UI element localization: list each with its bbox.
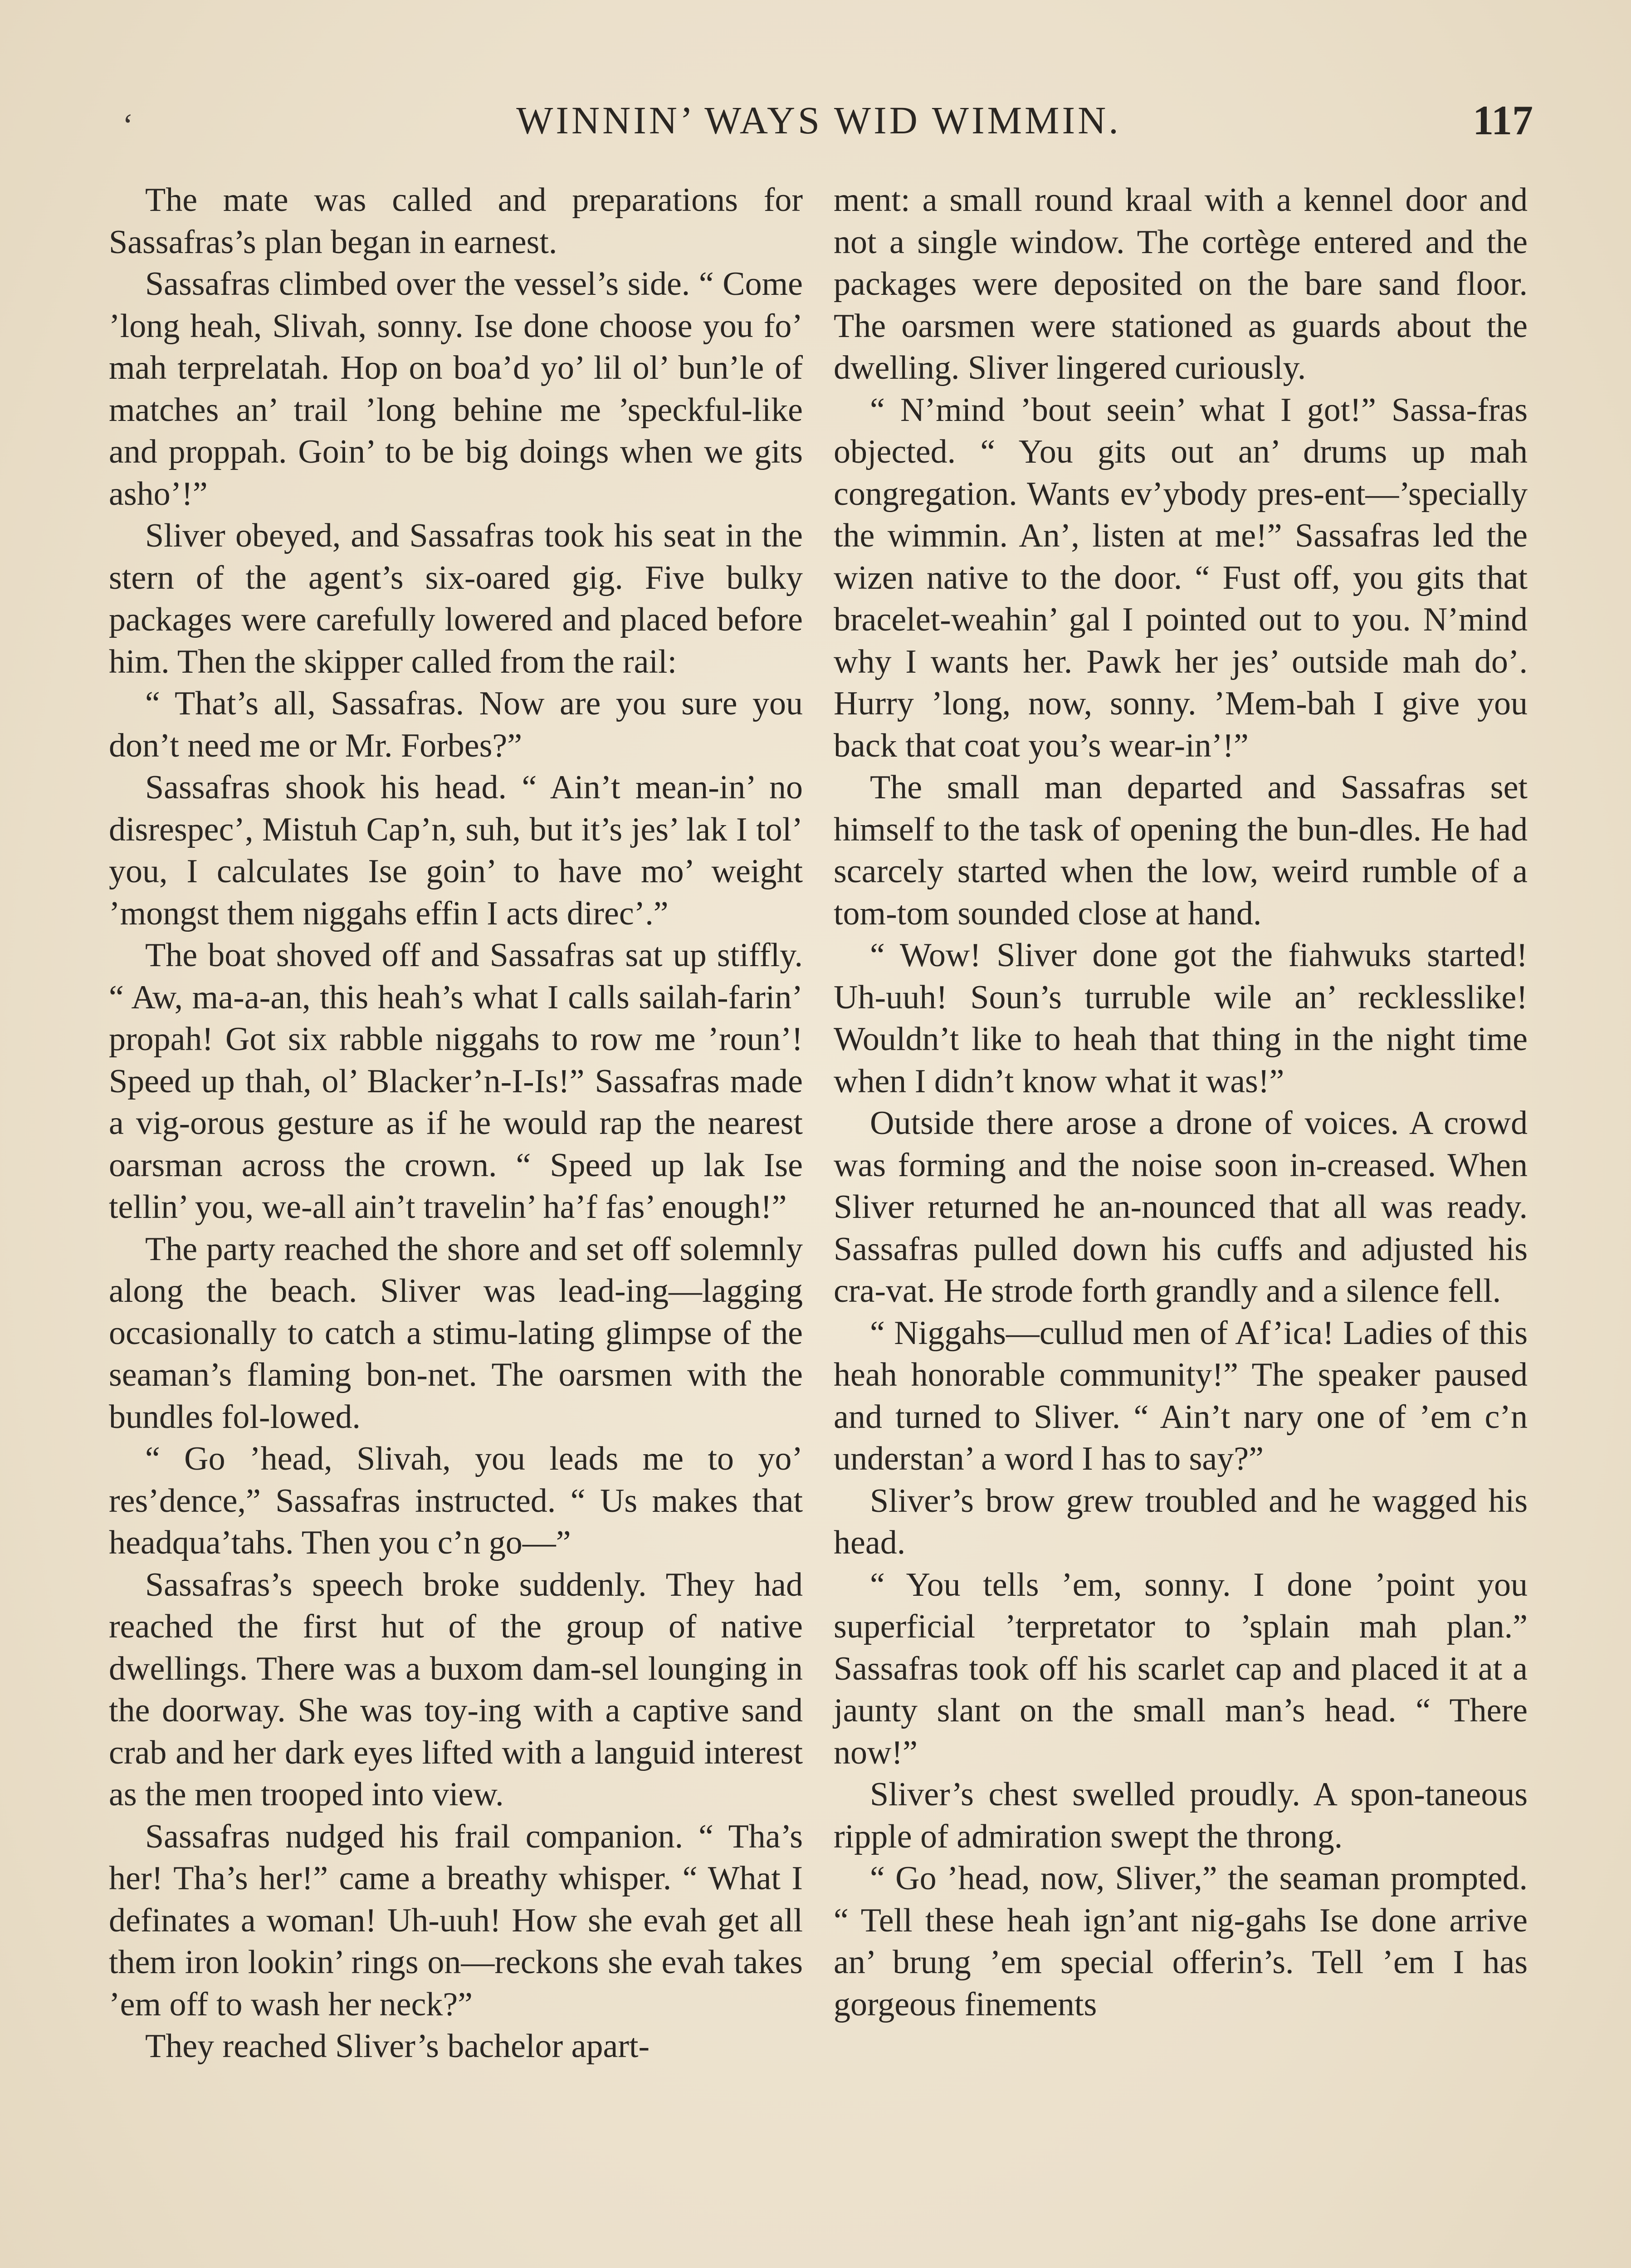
paragraph: “ You tells ’em, sonny. I done ’point you superficial ’terpretator to ’splain mah plan.” Sassafras took off his scarlet cap and placed it at a jaunty slant on the small man’s head. “ There now!” [834, 1566, 1528, 1771]
paragraph: Sassafras nudged his frail companion. “ Tha’s her! Tha’s her!” came a breathy whisper. “ What I definates a woman! Uh-uuh! How she evah get all them iron lookin’ rings on—reckons she evah takes ’em off to wash her neck?” [109, 1818, 803, 2023]
paragraph: “ Go ’head, now, Sliver,” the seaman prompted. “ Tell these heah ign’ant nig-gahs Ise done arrive an’ brung ’em special offerin’s. Tell ’em I has gorgeous finements [834, 1860, 1528, 2023]
paragraph: Sliver’s chest swelled proudly. A spon-taneous ripple of admiration swept the throng. [834, 1776, 1528, 1855]
paragraph-continued: ment: a small round kraal with a kennel door and not a single window. The cortège entered and the packages were deposited on the bare sand floor. The oarsmen were stationed as guards about the dwelling. Sliver lingered curiously. [834, 181, 1528, 386]
left-text-column [109, 179, 803, 2068]
paragraph: Sliver obeyed, and Sassafras took his seat in the stern of the agent’s six-oared gig. Five bulky packages were carefully lowered and placed before him. Then the skipper called from the rail: [109, 517, 803, 680]
paragraph: The party reached the shore and set off solemnly along the beach. Sliver was lead-ing—lagging occasionally to catch a stimu-lating glimpse of the seaman’s flaming bon-net. The oarsmen with the bundles fol-lowed. [109, 1230, 803, 1436]
paragraph: “ N’mind ’bout seein’ what I got!” Sassa-fras objected. “ You gits out an’ drums up mah congregation. Wants ev’ybody pres-ent—’specially the wimmin. An’, listen at me!” Sassafras led the wizen native to the door. “ Fust off, you gits that bracelet-weahin’ gal I pointed out to you. N’mind why I wants her. Pawk her jes’ outside mah do’. Hurry ’long, now, sonny. ’Mem-bah I give you back that coat you’s wear-in’!” [834, 391, 1528, 764]
running-title: WINNIN’ WAYS WID WIMMIN. [516, 98, 1121, 142]
paragraph: Sassafras shook his head. “ Ain’t mean-in’ no disrespec’, Mistuh Cap’n, suh, but it’s jes’ lak I tol’ you, I calculates Ise goin’ to have mo’ weight ’mongst them niggahs effin I acts direc’.” [109, 769, 803, 932]
paragraph: The boat shoved off and Sassafras sat up stiffly. “ Aw, ma-a-an, this heah’s what I calls sailah-farin’ propah! Got six rabble niggahs to row me ’roun’! Speed up thah, ol’ Blacker’n-I-Is!” Sassafras made a vig-orous gesture as if he would rap the nearest oarsman across the crown. “ Speed up lak Ise tellin’ you, we-all ain’t travelin’ ha’f fas’ enough!” [109, 937, 803, 1226]
paragraph: “ Go ’head, Slivah, you leads me to yo’ res’dence,” Sassafras instructed. “ Us makes that headqua’tahs. Then you c’n go—” [109, 1440, 803, 1561]
page-number: 117 [1473, 97, 1533, 143]
paragraph: Sassafras climbed over the vessel’s side. “ Come ’long heah, Slivah, sonny. Ise done choose you fo’ mah terprelatah. Hop on boa’d yo’ lil ol’ bun’le of matches an’ trail ’long behine me ’speckful-like and proppah. Goin’ to be big doings when we gits asho’!” [109, 265, 803, 513]
paragraph: Sliver’s brow grew troubled and he wagged his head. [834, 1482, 1528, 1561]
paragraph: “ That’s all, Sassafras. Now are you sure you don’t need me or Mr. Forbes?” [109, 685, 803, 764]
paragraph: The small man departed and Sassafras set himself to the task of opening the bun-dles. He had scarcely started when the low, weird rumble of a tom-tom sounded close at hand. [834, 769, 1528, 932]
paragraph: Outside there arose a drone of voices. A crowd was forming and the noise soon in-creased. When Sliver returned he an-nounced that all was ready. Sassafras pulled down his cuffs and adjusted his cra-vat. He strode forth grandly and a silence fell. [834, 1105, 1528, 1310]
paragraph: Sassafras’s speech broke suddenly. They had reached the first hut of the group of native dwellings. There was a buxom dam-sel lounging in the doorway. She was toy-ing with a captive sand crab and her dark eyes lifted with a languid interest as the men trooped into view. [109, 1566, 803, 1813]
paragraph: The mate was called and preparations for Sassafras’s plan began in earnest. [109, 181, 803, 261]
page-header [104, 93, 1533, 147]
right-text-column [834, 179, 1528, 2025]
header-mark: ‘ [122, 107, 133, 143]
paragraph: They reached Sliver’s bachelor apart- [145, 2028, 650, 2065]
paragraph: “ Niggahs—cullud men of Af’ica! Ladies of this heah honorable community!” The speaker paused and turned to Sliver. “ Ain’t nary one of ’em c’n understan’ a word I has to say?” [834, 1314, 1528, 1477]
paragraph: “ Wow! Sliver done got the fiahwuks started! Uh-uuh! Soun’s turruble wile an’ recklesslike! Wouldn’t like to heah that thing in the night time when I didn’t know what it was!” [834, 937, 1528, 1100]
